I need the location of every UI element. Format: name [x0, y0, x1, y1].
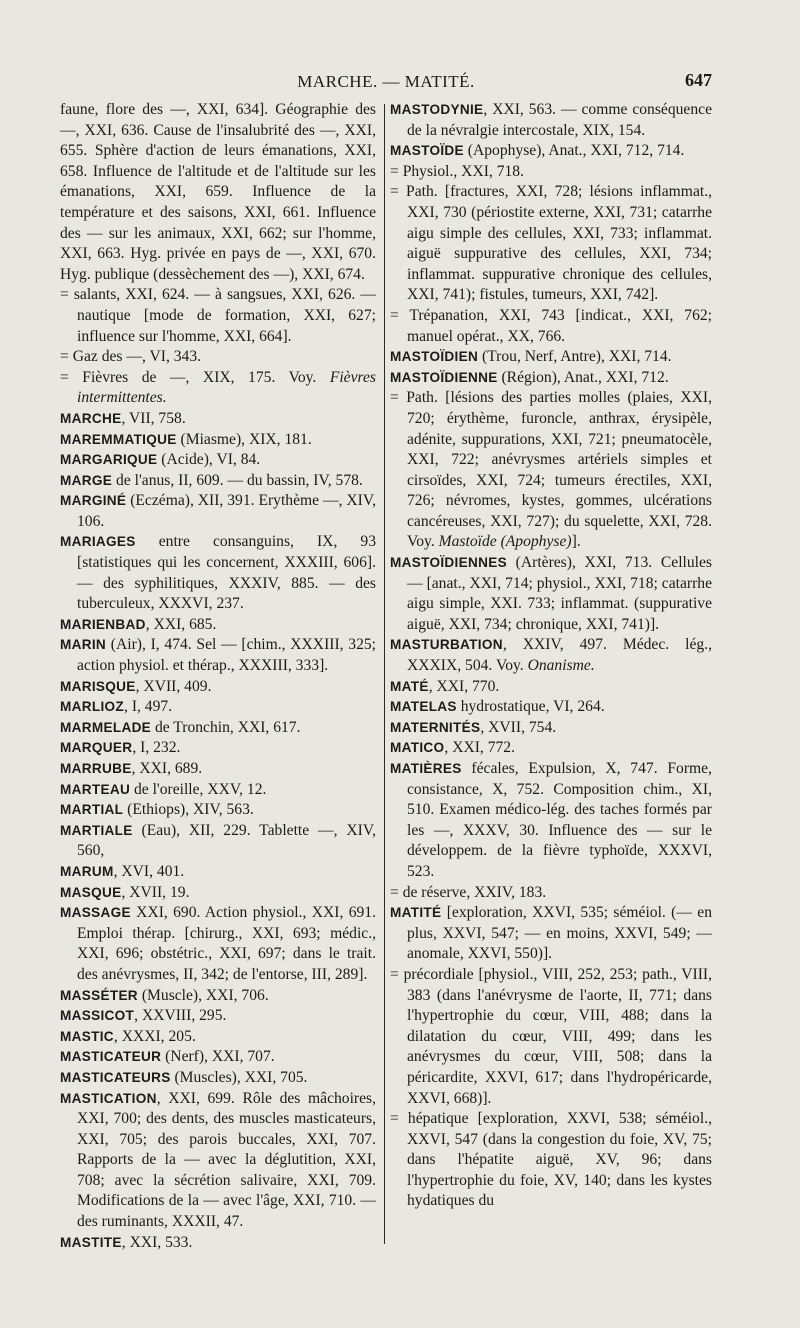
index-entry	[60, 409, 376, 430]
entry-text: (Muscle), XXI, 706.	[137, 986, 269, 1004]
left-column	[60, 100, 376, 1253]
entry-text: = précordiale [physiol., VIII, 252, 253; path., VIII, 383 (dans l'anévrysme de l'aorte, II, 771; dans l'hypertrophie du cœur, VIII, 488; dans la dilatation du cœur, VIII, 499; dans les anévrysmes du cœur, VIII, 508; dans la péricardite, XXVI, 617; dans l'hydropéricarde, XXVI, 668)].	[390, 965, 712, 1107]
entry-text: , VII, 758.	[121, 409, 186, 427]
index-entry	[60, 1233, 376, 1254]
entry-text: (Muscles), XXI, 705.	[170, 1068, 308, 1086]
index-entry	[60, 821, 376, 862]
index-entry	[60, 1027, 376, 1048]
index-entry	[390, 718, 712, 739]
entry-tail: ].	[571, 533, 581, 551]
entry-text: de Tronchin, XXI, 617.	[151, 718, 301, 736]
entry-cross-reference: Onanisme.	[527, 657, 595, 675]
entry-text: , XXI, 770.	[428, 677, 500, 695]
index-subentry	[60, 285, 376, 347]
index-entry	[60, 677, 376, 698]
entry-text: (Miasme), XIX, 181.	[176, 430, 312, 448]
entry-headword: MATITÉ	[390, 905, 442, 921]
entry-headword: MASTIC	[60, 1028, 114, 1044]
entry-headword: MARIN	[60, 637, 107, 653]
entry-text: , I, 497.	[124, 698, 173, 716]
entry-text: (Apophyse), Anat., XXI, 712, 714.	[463, 142, 685, 160]
index-entry	[60, 635, 376, 676]
index-entry	[60, 903, 376, 985]
entry-headword: MARIAGES	[60, 534, 136, 550]
entry-text: , XXI, 772.	[444, 739, 516, 757]
entry-headword: MARRUBE	[60, 761, 132, 776]
index-entry	[60, 800, 376, 821]
index-subentry	[60, 100, 376, 285]
page-header	[60, 66, 712, 96]
entry-text: , XXI, 699. Rôle des mâchoires, XXI, 700; des dents, des muscles masticateurs, XXI, 705; des parois buccales, XXI, 707. Rapports de la — avec la déglutition, XXI, 708; avec la sécrétion salivaire, XXI, 709. Modifications de la — avec l'âge, XXI, 710. — des ruminants, XXXII, 47.	[77, 1089, 376, 1231]
index-entry	[60, 759, 376, 780]
entry-text: faune, flore des —, XXI, 634]. Géographie des —, XXI, 636. Cause de l'insalubrité des —, XXI, 655. Sphère d'action de leurs émanations, XXI, 658. Influence de l'altitude et de l'altitude sur les émanations, XXI, 659. Influence de la température et des saisons, XXI, 661. Influence des — sur les animaux, XXI, 662; sur l'homme, XXI, 663. Hyg. privée en pays de —, XXI, 670. Hyg. publique (dessèchement des —), XXI, 674.	[60, 101, 376, 283]
entry-headword: MARTIAL	[60, 802, 124, 818]
entry-headword: MASTOÏDIEN	[390, 349, 479, 365]
index-entry	[60, 862, 376, 883]
entry-headword: MATERNITÉS	[390, 719, 481, 735]
entry-headword: MARUM	[60, 863, 114, 879]
index-entry	[60, 718, 376, 739]
entry-headword: MASTICATEURS	[60, 1069, 171, 1085]
entry-text: , XVI, 401.	[113, 862, 185, 880]
entry-headword: MARISQUE	[60, 678, 136, 694]
entry-text: hydrostatique, VI, 264.	[456, 698, 605, 716]
entry-headword: MARTIALE	[60, 822, 133, 838]
entry-text: = de réserve, XXIV, 183.	[390, 883, 547, 901]
entry-headword: MATIÈRES	[390, 761, 462, 776]
entry-text: (Nerf), XXI, 707.	[161, 1048, 275, 1066]
page-number: 647	[685, 70, 712, 90]
index-entry	[390, 759, 712, 883]
entry-text: = hépatique [exploration, XXVI, 538; séméiol., XXVI, 547 (dans la congestion du foie, XV, 75; dans l'hépatite aiguë, XV, 96; dans l'hypertrophie du foie, XV, 140; dans les kystes hydatiques du	[390, 1110, 712, 1210]
index-entry	[60, 1047, 376, 1068]
entry-text: = Fièvres de —, XIX, 175. Voy.	[60, 368, 317, 386]
index-entry	[390, 635, 712, 676]
entry-headword: MASQUE	[60, 884, 122, 900]
entry-text: , XVII, 19.	[121, 883, 190, 901]
column-divider	[384, 104, 385, 1244]
entry-text: (Eczéma), XII, 391. Erythème —, XIV, 106.	[77, 492, 376, 530]
entry-text: , XVII, 754.	[480, 718, 557, 736]
entry-text: de l'oreille, XXV, 12.	[130, 780, 267, 798]
entry-headword: MARTEAU	[60, 781, 131, 797]
index-entry	[60, 883, 376, 904]
entry-cross-reference: Mastoïde (Apophyse)	[438, 533, 572, 551]
entry-text: , XXI, 685.	[145, 615, 217, 633]
index-entry	[390, 347, 712, 368]
entry-headword: MARMELADE	[60, 719, 152, 735]
entry-headword: MARLIOZ	[60, 699, 125, 715]
entry-headword: MATICO	[390, 740, 445, 756]
entry-text: = Physiol., XXI, 718.	[390, 162, 524, 180]
entry-headword: MASTICATION	[60, 1090, 157, 1106]
entry-text: , XXIV, 497. Médec. lég., XXXIX, 504. Voy.	[407, 636, 712, 675]
entry-text: , XXI, 689.	[131, 760, 203, 777]
index-entry	[390, 738, 712, 759]
entry-text: = Gaz des —, VI, 343.	[60, 348, 202, 366]
index-subentry	[60, 368, 376, 409]
entry-text: entre consanguins, IX, 93 [statistiques qui les concernent, XXXIII, 606]. — des syphilitiques, XXXIV, 885. — des tuberculeux, XXXVI, 237.	[77, 533, 376, 613]
entry-text: (Eau), XII, 229. Tablette —, XIV, 560,	[77, 821, 376, 860]
entry-text: XXI, 690. Action physiol., XXI, 691. Emploi thérap. [chirurg., XXI, 693; médic., XXI, 696; obstétric., XXI, 697; dans le trait. des anévrysmes, II, 342; de l'entorse, III, 289].	[77, 904, 376, 983]
entry-text: , XXXI, 205.	[113, 1027, 196, 1045]
entry-headword: MASTOÏDIENNE	[390, 369, 498, 385]
index-subentry	[390, 965, 712, 1109]
index-subentry	[390, 883, 712, 904]
entry-text: de l'anus, II, 609. — du bassin, IV, 578.	[112, 471, 363, 489]
index-entry	[60, 532, 376, 614]
entry-headword: MASTODYNIE	[390, 102, 484, 117]
entry-headword: MARGE	[60, 472, 113, 488]
right-column	[390, 100, 712, 1212]
entry-headword: MATELAS	[390, 699, 457, 715]
entry-text: fécales, Expulsion, X, 747. Forme, consistance, X, 752. Composition chim., XI, 510. Examen médico-lég. des taches formés par les —, XXXV, 30. Influence des — sur le développem. de la fièvre typhoïde, XXXVI, 523.	[407, 760, 712, 880]
entry-headword: MAREMMATIQUE	[60, 431, 177, 447]
index-entry	[390, 553, 712, 635]
entry-headword: MASTURBATION	[390, 637, 503, 653]
entry-text: [exploration, XXVI, 535; séméiol. (— en plus, XXVI, 547; — en moins, XXVI, 549; — anomale, XXVI, 550)].	[407, 904, 712, 963]
index-entry	[60, 780, 376, 801]
entry-headword: MASSICOT	[60, 1008, 135, 1024]
entry-text: (Air), I, 474. Sel — [chim., XXXIII, 325; action physiol. et thérap., XXXIII, 333].	[77, 636, 376, 675]
index-entry	[390, 697, 712, 718]
entry-headword: MASSÉTER	[60, 987, 138, 1003]
entry-headword: MARGINÉ	[60, 493, 127, 509]
index-entry	[390, 368, 712, 389]
index-subentry	[390, 1109, 712, 1212]
index-subentry	[390, 388, 712, 553]
entry-text: (Région), Anat., XXI, 712.	[497, 368, 669, 386]
entry-text: , I, 232.	[132, 739, 181, 757]
index-subentry	[390, 162, 712, 183]
index-entry	[60, 471, 376, 492]
index-entry	[60, 430, 376, 451]
entry-headword: MASTOÏDE	[390, 143, 464, 159]
entry-text: = Trépanation, XXI, 743 [indicat., XXI, 762; manuel opérat., XX, 766.	[390, 306, 712, 345]
index-entry	[60, 1068, 376, 1089]
entry-headword: MASTICATEUR	[60, 1049, 162, 1065]
index-entry	[60, 1006, 376, 1027]
entry-text: (Artères), XXI, 713. Cellules — [anat., XXI, 714; physiol., XXI, 718; catarrhe aigu simple, XXI. 733; inflammat. (suppurative aiguë, XXI, 734; chronique, XXI, 741)].	[407, 554, 712, 633]
index-entry	[390, 100, 712, 141]
index-entry	[60, 491, 376, 532]
entry-text: = salants, XXI, 624. — à sangsues, XXI, 626. — nautique [mode de formation, XXI, 627; influence sur l'homme, XXI, 664].	[60, 286, 376, 345]
entry-text: , XXI, 533.	[121, 1233, 193, 1251]
entry-headword: MASSAGE	[60, 905, 131, 921]
index-subentry	[390, 306, 712, 347]
entry-text: = Path. [lésions des parties molles (plaies, XXI, 720; érythème, furoncle, anthrax, érysipèle, adénite, suppurations, XXI, 721; pneumatocèle, XXI, 722; anévrysmes artériels simples et cirsoïdes, XXI, 724; tumeurs érectiles, XXI, 726; névromes, kystes, gommes, ulcérations cancéreuses, XXI, 727); du squelette, XXI, 728. Voy.	[390, 389, 712, 551]
index-entry	[60, 738, 376, 759]
index-entry	[60, 450, 376, 471]
entry-headword: MARIENBAD	[60, 616, 146, 632]
index-subentry	[60, 347, 376, 368]
entry-text: (Acide), VI, 84.	[157, 451, 261, 469]
entry-text: , XVII, 409.	[135, 677, 212, 695]
entry-text: (Trou, Nerf, Antre), XXI, 714.	[478, 348, 672, 366]
entry-headword: MASTITE	[60, 1234, 122, 1250]
index-entry	[60, 615, 376, 636]
entry-headword: MARQUER	[60, 740, 133, 756]
index-entry	[390, 677, 712, 698]
entry-headword: MARCHE	[60, 410, 122, 426]
index-entry	[60, 697, 376, 718]
entry-headword: MATÉ	[390, 678, 429, 694]
index-entry	[60, 986, 376, 1007]
running-title: MARCHE. — MATITÉ.	[297, 72, 475, 91]
index-entry	[60, 1089, 376, 1233]
entry-text: = Path. [fractures, XXI, 728; lésions inflammat., XXI, 730 (périostite externe, XXI, 731; catarrhe aigu simple des cellules, XXI, 733; inflammat. aiguë suppurative des cellules, XXI, 734; inflammat. suppurative chronique des cellules, XXI, 741); fistules, tumeurs, XXI, 742].	[390, 183, 712, 304]
entry-headword: MASTOÏDIENNES	[390, 555, 507, 571]
entry-text: (Ethiops), XIV, 563.	[123, 801, 254, 819]
index-subentry	[390, 182, 712, 306]
entry-text: , XXVIII, 295.	[134, 1007, 227, 1025]
entry-cross-reference: Fièvres intermittentes.	[77, 368, 376, 407]
entry-headword: MARGARIQUE	[60, 452, 158, 468]
index-entry	[390, 141, 712, 162]
entry-text: , XXI, 563. — comme conséquence de la névralgie intercostale, XIX, 154.	[407, 101, 712, 139]
index-entry	[390, 903, 712, 965]
